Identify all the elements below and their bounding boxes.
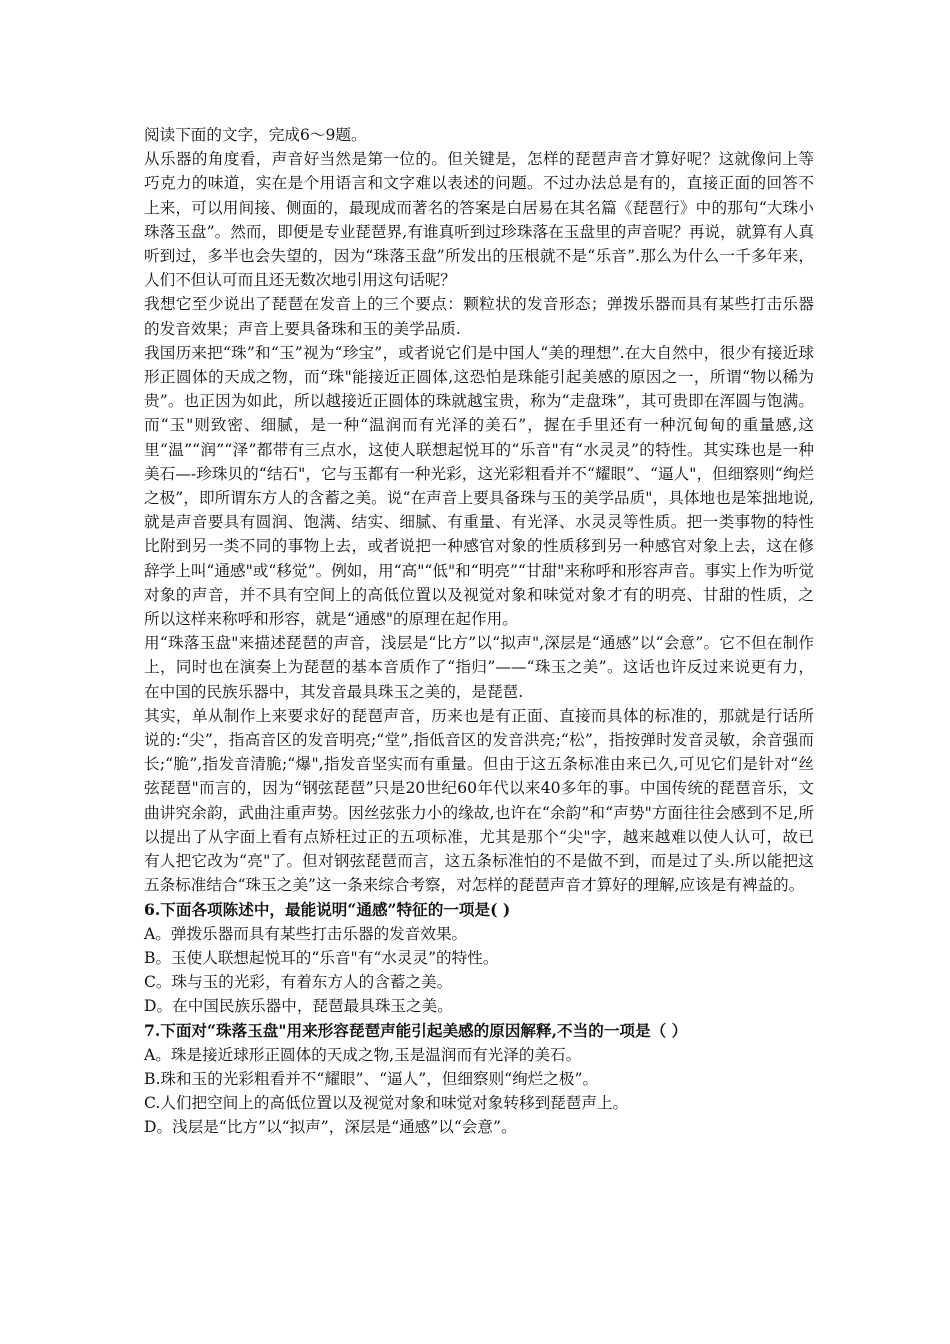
question-6-stem: 6.下面各项陈述中，最能说明“通感”特征的一项是( ): [144, 899, 511, 919]
question-6-option-b: B。玉使人联想起悦耳的“乐音"有“水灵灵”的特性。: [144, 948, 499, 967]
question-7-option-b: B.珠和玉的光彩粗看并不“耀眼”、“逼人”，但细察则“绚烂之极”。: [144, 1069, 599, 1088]
question-7-option-d: D。浅层是“比方”以“拟声”，深层是“通感”以“会意”。: [144, 1118, 517, 1137]
question-7-option-a: A。珠是接近球形正圆体的天成之物,玉是温润而有光泽的美石。: [144, 1045, 582, 1064]
question-7-stem: 7.下面对“珠落玉盘"用来形容琵琶声能引起美感的原因解释,不当的一项是（ ）: [144, 1020, 688, 1040]
question-6-option-c: C。珠与玉的光彩，有着东方人的含蓄之美。: [144, 973, 453, 992]
paragraph-3: 我国历来把“珠”和“玉”视为“珍宝”，或者说它们是中国人“美的理想”.在大自然中，很少有接近球形正圆体的天成之物，而“珠"能接近正圆体,这恐怕是珠能引起美感的原因之一，所谓“物以稀为贵”。也正因为如此，所以越接近正圆体的珠就越宝贵，称为“走盘珠”，其可贵即在浑圆与饱满。而“玉"则致密、细腻，是一种“温润而有光泽的美石”，握在手里还有一种沉甸甸的重量感,这里“温”“润”“泽”都带有三点水，这使人联想起悦耳的“乐音"有“水灵灵”的特性。其实珠也是一种美石—-珍珠贝的“结石"，它与玉都有一种光彩，这光彩粗看并不“耀眼”、“逼人"，但细察则“绚烂之极”，即所谓东方人的含蓄之美。说“在声音上要具备珠与玉的美学品质"，具体地也是笨拙地说,就是声音要具有圆润、饱满、结实、细腻、有重量、有光泽、水灵灵等性质。把一类事物的特性比附到另一类不同的事物上去，或者说把一种感官对象的性质移到另一种感官对象上去，这在修辞学上叫“通感"或“移觉”。例如，用“高"“低"和“明亮”“甘甜"来称呼和形容声音。事实上作为听觉对象的声音，并不具有空间上的高低位置以及视觉对象和味觉对象才有的明亮、甘甜的性质，之所以这样来称呼和形容，就是“通感"的原理在起作用。: [144, 343, 814, 629]
paragraph-2: 我想它至少说出了琵琶在发音上的三个要点：颗粒状的发音形态；弹拨乐器而具有某些打击乐器的发音效果；声音上要具备珠和玉的美学品质.: [144, 295, 814, 338]
paragraph-1: 从乐器的角度看，声音好当然是第一位的。但关键是，怎样的琵琶声音才算好呢？这就像问上等巧克力的味道，实在是个用语言和文字难以表述的问题。不过办法总是有的，直接正面的回答不上来，可以用间接、侧面的，最现成而著名的答案是白居易在其名篇《琵琶行》中的那句“大珠小珠落玉盘”。然而，即便是专业琵琶界,有谁真听到过珍珠落在玉盘里的声音呢？再说，就算有人真听到过，多半也会失望的，因为“珠落玉盘”所发出的压根就不是“乐音”.那么为什么一千多年来，人们不但认可而且还无数次地引用这句话呢？: [144, 150, 814, 290]
paragraph-5: 其实，单从制作上来要求好的琵琶声音，历来也是有正面、直接而具体的标准的，那就是行话所说的:“尖”，指高音区的发音明亮;“堂”,指低音区的发音洪亮;“松”，指按弹时发音灵敏，余音强而长;“脆”,指发音清脆;“爆",指发音坚实而有重量。但由于这五条标准由来已久,可见它们是针对“丝弦琵琶"而言的，因为“钢弦琵琶”只是20世纪60年代以来40多年的事。中国传统的琵琶音乐，文曲讲究余韵，武曲注重声势。因丝弦张力小的缘故,也许在“余韵”和“声势"方面往往会感到不足,所以提出了从字面上看有点矫枉过正的五项标准，尤其是那个“尖"字，越来越难以使人认可，故已有人把它改为“亮"了。但对钢弦琵琶而言，这五条标准怕的不是做不到，而是过了头.所以能把这五条标准结合“珠玉之美”这一条来综合考察，对怎样的琵琶声音才算好的理解,应该是有裨益的。: [144, 706, 814, 895]
question-6-option-d: D。在中国民族乐器中，琵琶最具珠玉之美。: [144, 997, 453, 1016]
question-6-option-a: A。弹拨乐器而具有某些打击乐器的发音效果。: [144, 924, 468, 943]
document-page: [144, 123, 814, 1140]
paragraph-4: 用“珠落玉盘"来描述琵琶的声音，浅层是“比方”以“拟声",深层是“通感”以“会意”。它不但在制作上，同时也在演奏上为琵琶的基本音质作了“指归”——“珠玉之美”。这话也许反过来说更有力，在中国的民族乐器中，其发音最具珠玉之美的，是琵琶.: [144, 634, 814, 701]
reading-instruction: 阅读下面的文字，完成6～9题。: [144, 126, 367, 144]
question-7-option-c: C.人们把空间上的高低位置以及视觉对象和味觉对象转移到琵琶声上。: [144, 1094, 629, 1113]
